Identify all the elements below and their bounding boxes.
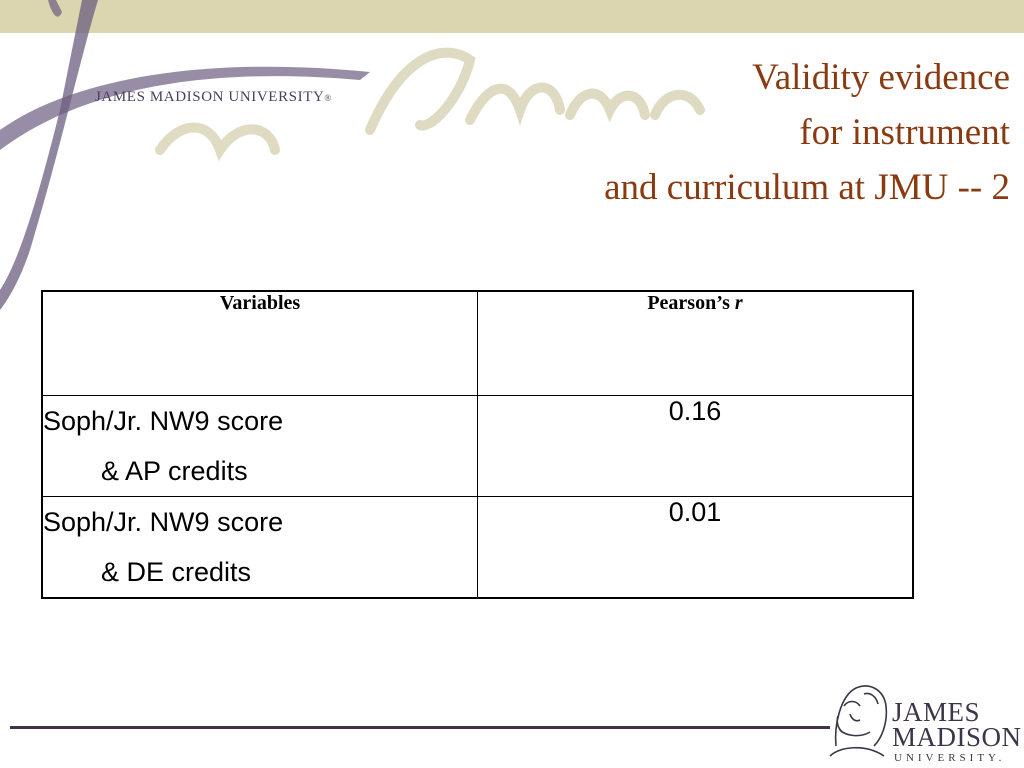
logo-line-3: UNIVERSITY. (894, 752, 1006, 764)
footer-divider (10, 726, 830, 729)
table-row (42, 496, 913, 598)
title-line-3: and curriculum at JMU -- 2 (604, 167, 1010, 208)
row-variable (42, 395, 478, 496)
row-value: 0.01 (478, 496, 913, 598)
slide-title (450, 50, 1010, 215)
header-pearson (478, 291, 913, 395)
correlation-table (41, 290, 914, 599)
registered-mark: ® (324, 93, 332, 103)
header-pearson-text: Pearson’s (647, 292, 735, 314)
title-line-2: for instrument (799, 112, 1010, 153)
header-pearson-r: r (734, 292, 743, 314)
footer-jmu-logo-text (880, 697, 1022, 764)
header-variables: Variables (42, 291, 478, 395)
table-header-row (42, 291, 913, 395)
title-line-1: Validity evidence (752, 57, 1010, 98)
variable-line-1: Soph/Jr. NW9 score (43, 506, 284, 537)
variable-line-2: & DE credits (101, 556, 252, 587)
variable-line-2: & AP credits (101, 455, 248, 486)
university-wordmark (95, 89, 332, 106)
row-variable (42, 496, 478, 598)
row-value: 0.16 (478, 395, 913, 496)
table-row (42, 395, 913, 496)
logo-line-2: MADISON (892, 722, 1022, 752)
logo-line-1: JAMES (892, 697, 981, 727)
variable-line-1: Soph/Jr. NW9 score (43, 405, 284, 436)
wordmark-text: JAMES MADISON UNIVERSITY (95, 89, 325, 105)
